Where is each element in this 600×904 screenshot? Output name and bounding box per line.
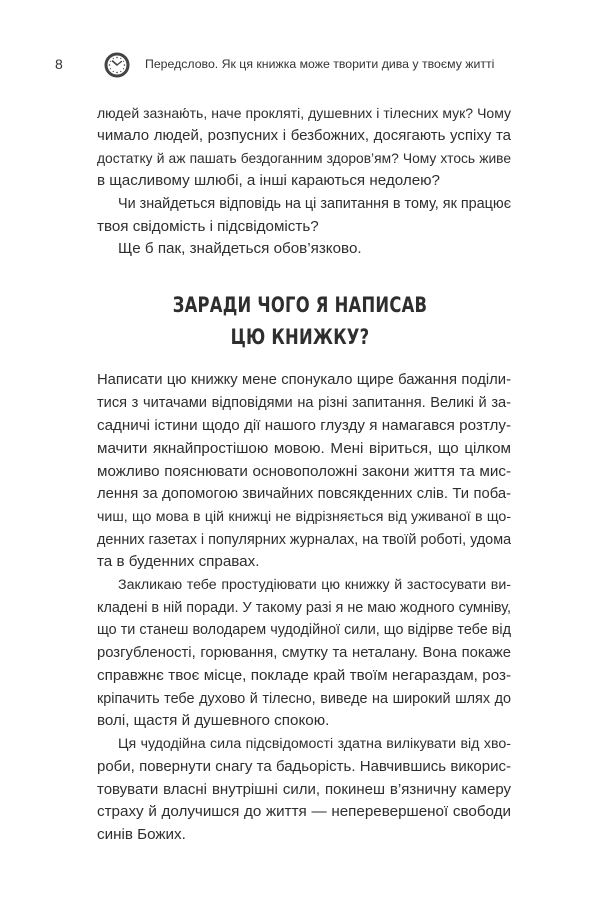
- text-line: кладені в ній поради. У такому разі я не маю жодного сумніву,: [97, 600, 511, 616]
- text-line: Ця чудодійна сила підсвідомості здатна вилікувати від хво-: [118, 736, 511, 752]
- text-line: Написати цю книжку мене спонукало щире бажання поділи-: [97, 372, 511, 388]
- text-line: товувати власні внутрішні сили, покинеш в’язничну камеру: [97, 781, 511, 798]
- text-line: лення за допомогою звичайних повсякденних слів. Ти поба-: [97, 486, 511, 502]
- text-line: чиш, що мова в цій книжці не відрізняється від уживаної в що-: [97, 509, 511, 525]
- text-line: денних газетах і популярних журналах, на твоїй роботі, удома: [97, 532, 511, 548]
- text-line: розгубленості, горювання, смутку та неталану. Вона покаже: [97, 645, 511, 661]
- text-line: чимало людей, розпусних і безбожних, досягають успіху та: [97, 127, 511, 144]
- text-line: садничі істини щодо дії нашого глузду я намагався розтлу-: [97, 417, 511, 434]
- text-line: що ти станеш володарем чудодійної сили, що відірве тебе від: [97, 622, 511, 638]
- clock-icon: [104, 52, 130, 78]
- text-line: Чи знайдеться відповідь на ці запитання в тому, як працює: [118, 196, 511, 212]
- text-line: синів Божих.: [97, 826, 186, 843]
- text-line: роби, повернути снагу та бадьорість. Навчившись викорис-: [97, 758, 511, 775]
- text-line: кріпачить тебе духово й тілесно, виведе на широкий шлях до: [97, 691, 511, 707]
- page-header: [0, 52, 600, 80]
- text-line: достатку й аж пашать бездоганним здоров’ям? Чому хтось живе: [97, 151, 511, 166]
- text-line: та в буденних справах.: [97, 553, 260, 570]
- page-number: 8: [55, 56, 63, 72]
- text-line: Ще б пак, знайдеться обов’язково.: [118, 240, 362, 257]
- text-line: тися з читачами відповідями на різні запитання. Великі й за-: [97, 395, 511, 411]
- text-line: мачити якнайпростішою мовою. Мені віриться, що цілком: [97, 440, 511, 457]
- section-heading-line-2: ЦЮ КНИЖКУ?: [230, 325, 370, 349]
- text-line: волі, щастя й душевного спокою.: [97, 712, 330, 729]
- text-line: в щасливому шлюбі, а інші караються недолею?: [97, 172, 440, 189]
- text-line: справжнє твоє місце, покладе край твоїм негараздам, роз-: [97, 667, 511, 684]
- text-line: твоя свідомість і підсвідомість?: [97, 218, 319, 235]
- text-line: можливо пояснювати основоположні закони життя та мис-: [97, 463, 511, 480]
- text-line: Закликаю тебе простудіювати цю книжку й застосувати ви-: [118, 577, 511, 593]
- section-heading-line-1: ЗАРАДИ ЧОГО Я НАПИСАВ: [172, 293, 428, 317]
- text-line: людей зазнаю́ть, наче прокляті, душевних і тілесних мук? Чому: [97, 105, 511, 121]
- running-head: Передслово. Як ця книжка може творити дива у твоєму житті: [145, 57, 495, 71]
- text-line: страху й долучишся до життя — неперевершеної свободи: [97, 803, 511, 820]
